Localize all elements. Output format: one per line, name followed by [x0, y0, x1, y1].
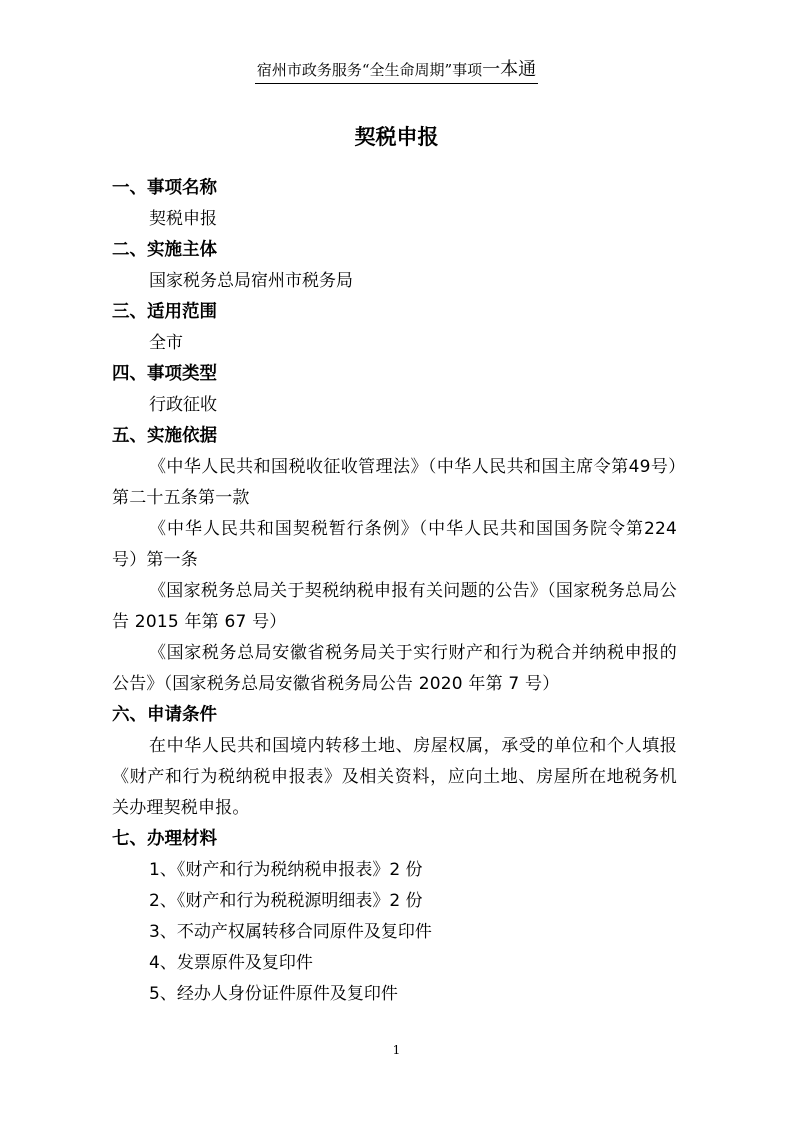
header-text [255, 60, 538, 84]
section-heading: 六、申请条件 [112, 705, 217, 725]
header-suffix: 一本通 [482, 59, 537, 80]
header-main: 宿州市政务服务“全生命周期”事项 [256, 61, 483, 79]
section-line: 行政征收 [149, 395, 217, 415]
legal-basis-paragraph: 《国家税务总局安徽省税务局关于实行财产和行为税合并纳税申报的公告》（国家税务总局安徽省税务局公告 2020 年第 7 号） [112, 643, 677, 694]
material-item: 1、《财产和行为税纳税申报表》2 份 [149, 860, 423, 880]
section-heading: 五、实施依据 [112, 426, 217, 446]
document-body [112, 173, 677, 1010]
document-title: 契税申报 [354, 125, 439, 149]
section-scope [112, 297, 677, 359]
section-heading: 一、事项名称 [112, 178, 217, 198]
section-item-type [112, 359, 677, 421]
section-heading: 二、实施主体 [112, 240, 217, 260]
section-heading: 三、适用范围 [112, 302, 217, 322]
section-line: 契税申报 [149, 209, 217, 229]
page-number: 1 [392, 1043, 401, 1057]
page-header [0, 60, 793, 84]
legal-basis-paragraph: 《中华人民共和国契税暂行条例》（中华人民共和国国务院令第224号）第一条 [112, 519, 677, 570]
section-legal-basis [112, 421, 677, 700]
section-line: 国家税务总局宿州市税务局 [149, 271, 353, 291]
material-item: 3、不动产权属转移合同原件及复印件 [149, 922, 432, 942]
conditions-paragraph: 在中华人民共和国境内转移土地、房屋权属，承受的单位和个人填报《财产和行为税纳税申报表》及相关资料，应向土地、房屋所在地税务机关办理契税申报。 [112, 736, 677, 818]
section-line: 全市 [149, 333, 183, 353]
material-item: 4、发票原件及复印件 [149, 953, 313, 973]
section-heading: 四、事项类型 [112, 364, 217, 384]
section-conditions [112, 700, 677, 824]
section-heading: 七、办理材料 [112, 829, 217, 849]
material-item: 5、经办人身份证件原件及复印件 [149, 984, 398, 1004]
section-materials [112, 824, 677, 1010]
section-implementing-body [112, 235, 677, 297]
legal-basis-paragraph: 《中华人民共和国税收征收管理法》（中华人民共和国主席令第49号）第二十五条第一款 [112, 457, 677, 508]
material-item: 2、《财产和行为税税源明细表》2 份 [149, 891, 423, 911]
section-item-name [112, 173, 677, 235]
legal-basis-paragraph: 《国家税务总局关于契税纳税申报有关问题的公告》（国家税务总局公告 2015 年第 67 号） [112, 581, 677, 632]
